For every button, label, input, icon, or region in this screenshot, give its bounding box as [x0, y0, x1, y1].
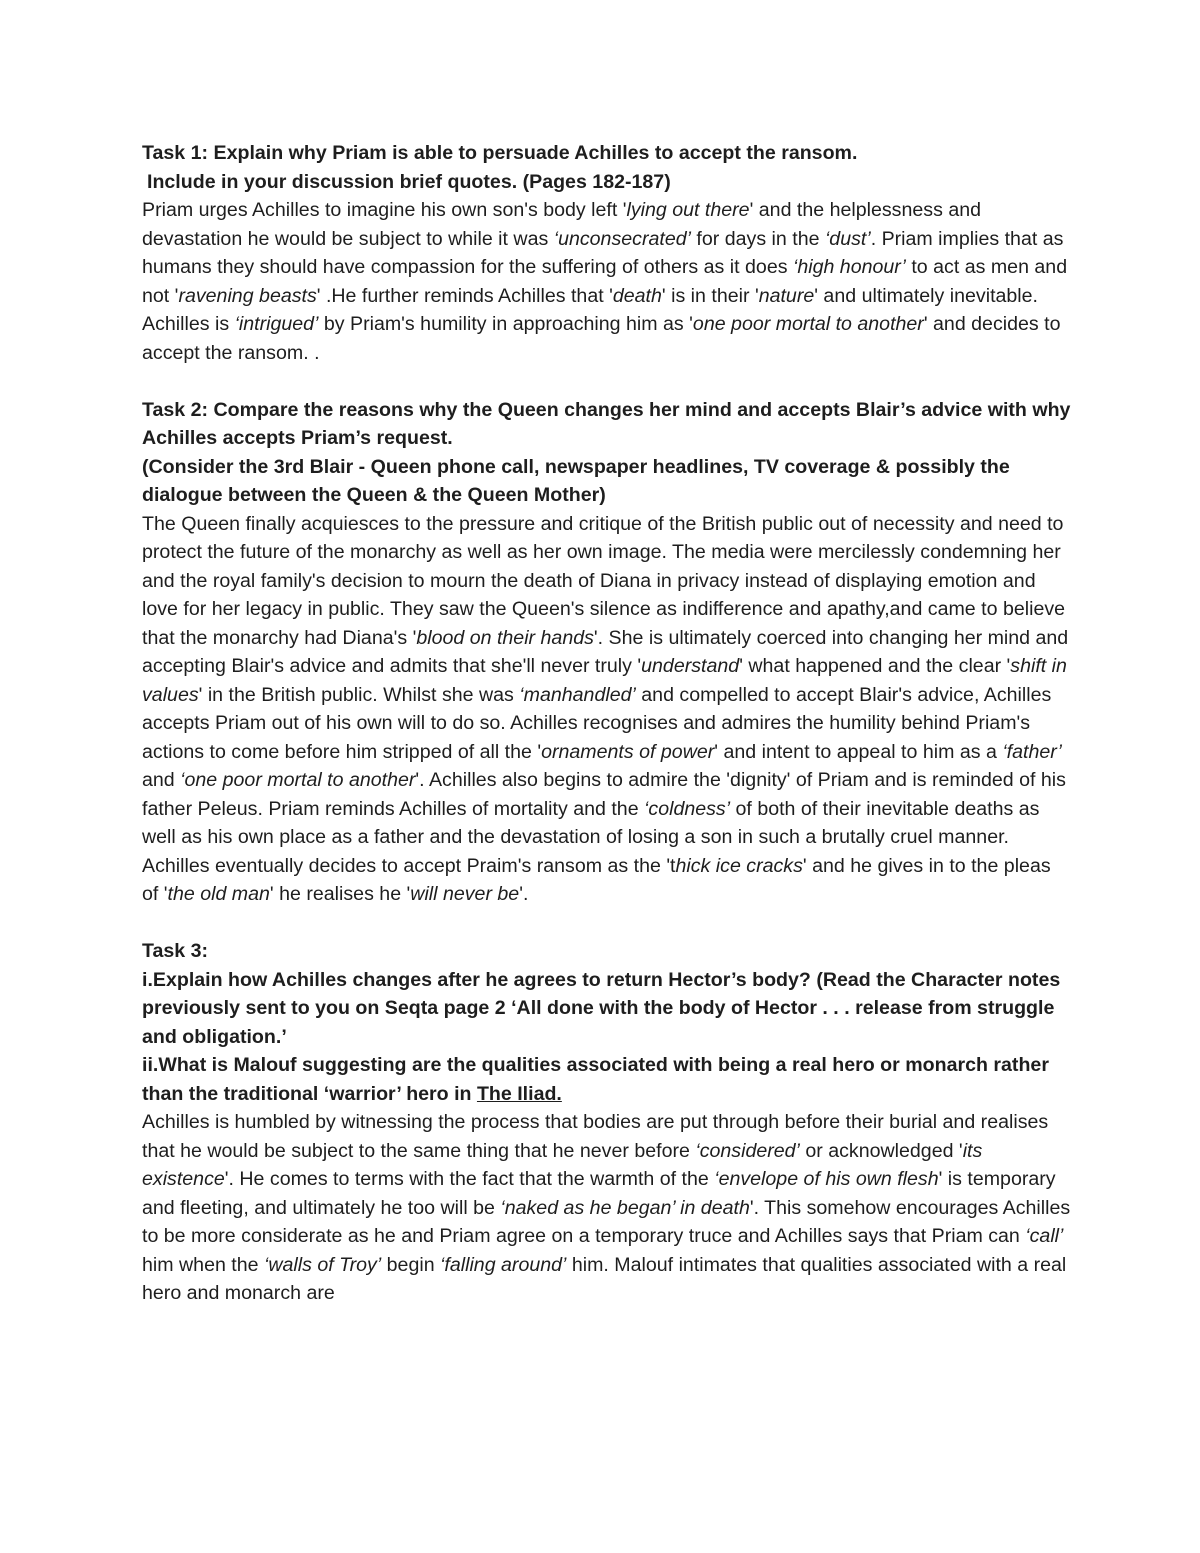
task3-question-ii: ii.What is Malouf suggesting are the qualities associated with being a real hero or monarch rather than the traditional ‘warrior’ hero in The Iliad. [142, 1054, 1049, 1105]
task3-label: Task 3: [142, 940, 209, 962]
task1-instruction: Include in your discussion brief quotes. (Pages 182-187) [147, 170, 671, 193]
task2-consider-note: (Consider the 3rd Blair - Queen phone call, newspaper headlines, TV coverage & possibly the dialogue between the Queen & the Queen Mother) [142, 455, 1010, 506]
document-page [142, 139, 1072, 1308]
spacer [142, 909, 1072, 938]
task1-question: Task 1: Explain why Priam is able to persuade Achilles to accept the ransom. [142, 142, 858, 164]
task3-answer: Achilles is humbled by witnessing the process that bodies are put through before their burial and realises that he would be subject to the same thing that he never before ‘considered’ or acknowledged 'its existence'. He comes to terms with the fact that the warmth of the ‘envelope of his own flesh' is temporary and fleeting, and ultimately he too will be ‘naked as he began’ in death'. This somehow encourages Achilles to be more considerate as he and Priam agree on a temporary truce and Achilles says that Priam can ‘call’ him when the ‘walls of Troy’ begin ‘falling around’ him. Malouf intimates that qualities associated with a real hero and monarch are [142, 1111, 1071, 1304]
task1-answer: Priam urges Achilles to imagine his own son's body left 'lying out there' and the helplessness and devastation he would be subject to while it was ‘unconsecrated’ for days in the ‘dust’. Priam implies that as humans they should have compassion for the suffering of others as it does ‘high honour’ to act as men and not 'ravening beasts' .He further reminds Achilles that 'death' is in their 'nature' and ultimately inevitable. Achilles is ‘intrigued’ by Priam's humility in approaching him as 'one poor mortal to another' and decides to accept the ransom. . [142, 199, 1068, 364]
task3-heading [142, 937, 1072, 1108]
task2-heading [142, 396, 1072, 510]
spacer [142, 367, 1072, 396]
book-title: The Iliad. [476, 1082, 562, 1105]
task1-heading [142, 139, 1072, 196]
task3-question-i: i.Explain how Achilles changes after he agrees to return Hector’s body? (Read the Character notes previously sent to you on Seqta page 2 ‘All done with the body of Hector . . . release from struggle and obligation.’ [142, 968, 1061, 1048]
task2-answer: The Queen finally acquiesces to the pressure and critique of the British public out of necessity and need to protect the future of the monarchy as well as her own image. The media were mercilessly condemning her and the royal family's decision to mourn the death of Diana in privacy instead of displaying emotion and love for her legacy in public. They saw the Queen's silence as indifference and apathy,and came to believe that the monarchy had Diana's 'blood on their hands'. She is ultimately coerced into changing her mind and accepting Blair's advice and admits that she'll never truly 'understand' what happened and the clear 'shift in values' in the British public. Whilst she was ‘manhandled’ and compelled to accept Blair's advice, Achilles accepts Priam out of his own will to do so. Achilles recognises and admires the humility behind Priam's actions to come before him stripped of all the 'ornaments of power' and intent to appeal to him as a ‘father’ and ‘one poor mortal to another'. Achilles also begins to admire the 'dignity' of Priam and is reminded of his father Peleus. Priam reminds Achilles of mortality and the ‘coldness’ of both of their inevitable deaths as well as his own place as a father and the devastation of losing a son in such a brutally cruel manner. Achilles eventually decides to accept Praim's ransom as the 'thick ice cracks' and he gives in to the pleas of 'the old man' he realises he 'will never be'. [142, 512, 1069, 905]
task2-question: Task 2: Compare the reasons why the Queen changes her mind and accepts Blair’s advice with why Achilles accepts Priam’s request. [142, 398, 1071, 449]
